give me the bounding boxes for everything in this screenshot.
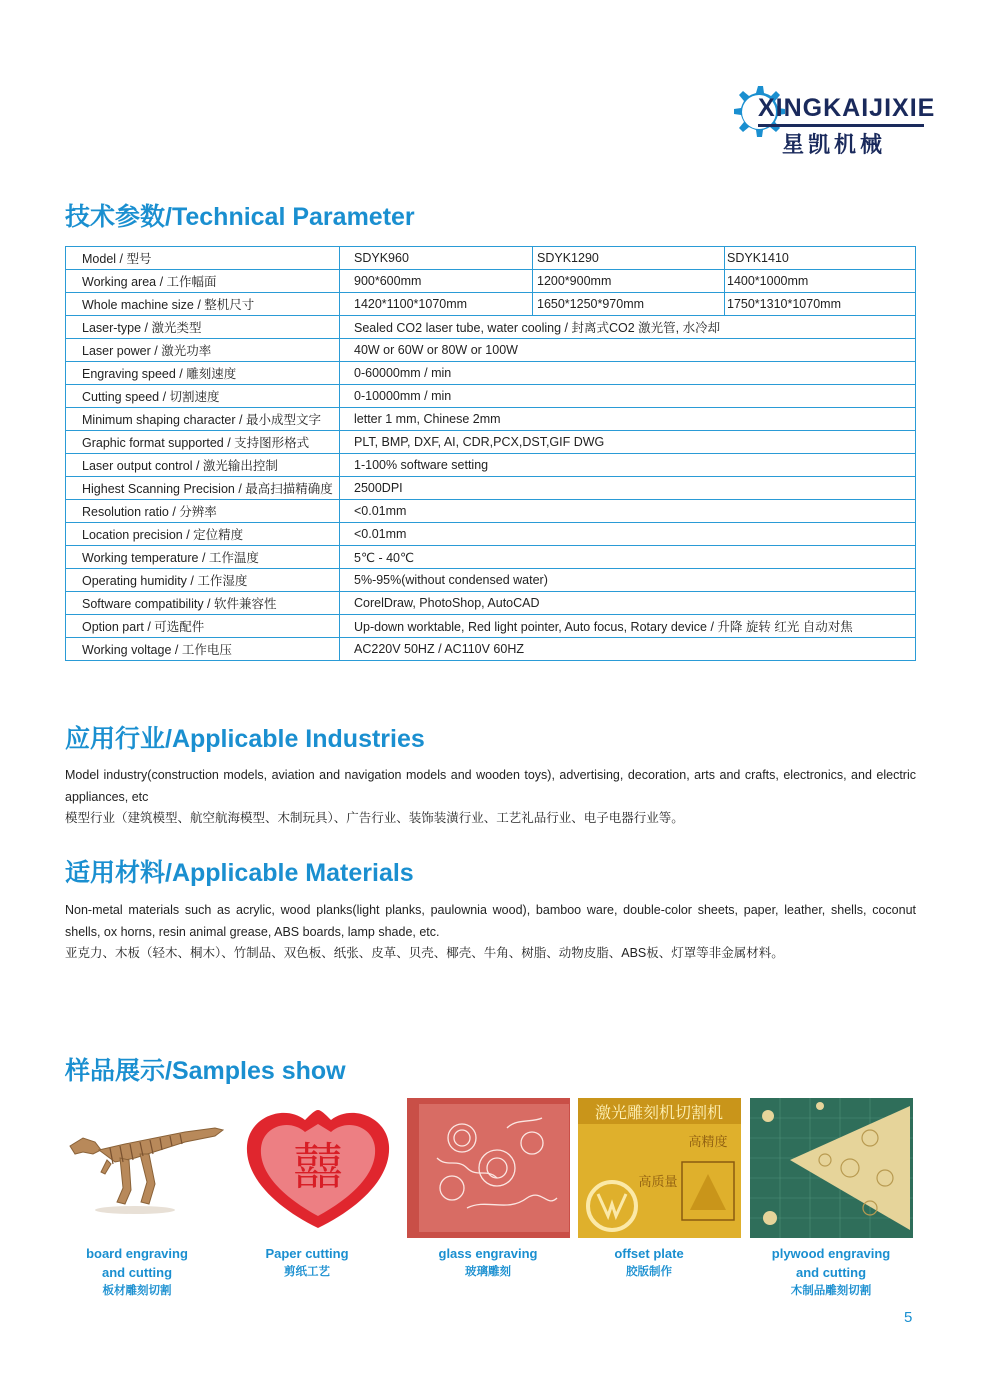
table-row (66, 362, 916, 385)
table-row (66, 615, 916, 638)
param-label: Cutting speed / 切割速度 (66, 385, 340, 408)
sample-image-glass (407, 1098, 570, 1238)
param-label: Resolution ratio / 分辨率 (66, 500, 340, 523)
caption-plywood (741, 1244, 921, 1301)
param-label: Working area / 工作幅面 (66, 270, 340, 293)
offset-plate-title: 激光雕刻机切割机 (594, 1103, 724, 1122)
param-value: <0.01mm (340, 523, 916, 546)
samples-heading: 样品展示/Samples show (65, 1057, 346, 1085)
param-value: 1650*1250*970mm (533, 293, 725, 316)
param-value: 2500DPI (340, 477, 916, 500)
param-label: Whole machine size / 整机尺寸 (66, 293, 340, 316)
caption-paper (217, 1244, 397, 1282)
dinosaur-model-image (65, 1098, 228, 1238)
caption-offset-cn: 胶版制作 (626, 1266, 672, 1278)
caption-board (47, 1244, 227, 1301)
industries-text-cn: 模型行业（建筑模型、航空航海模型、木制玩具）、广告行业、装饰装潢行业、工艺礼品行业、电子电器行业等。 (65, 811, 684, 825)
param-value: 1-100% software setting (340, 454, 916, 477)
param-value: 1750*1310*1070mm (725, 293, 916, 316)
logo-divider (758, 124, 924, 127)
param-label: Location precision / 定位精度 (66, 523, 340, 546)
param-value: 1400*1000mm (725, 270, 916, 293)
sample-image-offset (578, 1098, 741, 1238)
caption-plywood-cn: 木制品雕刻切割 (790, 1285, 872, 1297)
caption-glass-cn: 玻璃雕刻 (465, 1266, 511, 1278)
materials-heading: 适用材料/Applicable Materials (65, 859, 414, 887)
params-heading: 技术参数/Technical Parameter (65, 203, 415, 231)
offset-plate-image (578, 1098, 741, 1238)
table-row (66, 546, 916, 569)
page-number: 5 (904, 1309, 913, 1326)
table-row (66, 431, 916, 454)
param-label: Working temperature / 工作温度 (66, 546, 340, 569)
model-cell: SDYK960 (340, 247, 533, 270)
table-row (66, 477, 916, 500)
caption-board-cn: 板材雕刻切割 (102, 1285, 172, 1297)
table-row (66, 500, 916, 523)
table-row (66, 316, 916, 339)
offset-plate-text-a: 高精度 (688, 1135, 728, 1150)
param-value: letter 1 mm, Chinese 2mm (340, 408, 916, 431)
table-row (66, 592, 916, 615)
caption-plywood-en1: plywood engraving (771, 1246, 891, 1261)
param-label: Laser power / 激光功率 (66, 339, 340, 362)
param-label: Highest Scanning Precision / 最高扫描精确度 (66, 477, 340, 500)
brand-logo (722, 72, 936, 162)
param-label: Laser output control / 激光输出控制 (66, 454, 340, 477)
sample-image-paper (237, 1098, 400, 1238)
param-value: 40W or 60W or 80W or 100W (340, 339, 916, 362)
table-row-header (66, 247, 916, 270)
glass-engraving-image (407, 1098, 570, 1238)
table-row (66, 270, 916, 293)
caption-glass (398, 1244, 578, 1282)
paper-cut-char: 囍 (293, 1138, 343, 1196)
sample-image-plywood (750, 1098, 913, 1238)
paper-cut-image (237, 1098, 400, 1238)
caption-plywood-en2: and cutting (795, 1265, 867, 1280)
offset-plate-text-b: 高质量 (638, 1175, 678, 1190)
caption-board-en2: and cutting (101, 1265, 173, 1280)
parameter-table (65, 246, 916, 661)
param-label: Working voltage / 工作电压 (66, 638, 340, 661)
param-label: Graphic format supported / 支持图形格式 (66, 431, 340, 454)
table-row (66, 454, 916, 477)
param-label: Software compatibility / 软件兼容性 (66, 592, 340, 615)
caption-paper-cn: 剪纸工艺 (284, 1266, 330, 1278)
param-value: <0.01mm (340, 500, 916, 523)
logo-text-en: XINGKAIJIXIE (758, 94, 936, 122)
table-row (66, 569, 916, 592)
param-label: Option part / 可选配件 (66, 615, 340, 638)
param-label: Laser-type / 激光类型 (66, 316, 340, 339)
plywood-engraving-image (750, 1098, 913, 1238)
sample-image-board (65, 1098, 228, 1238)
industries-heading: 应用行业/Applicable Industries (65, 725, 425, 753)
caption-paper-en: Paper cutting (265, 1246, 349, 1261)
table-row (66, 339, 916, 362)
materials-text (65, 900, 916, 965)
table-row (66, 523, 916, 546)
param-value: 0-10000mm / min (340, 385, 916, 408)
param-value: PLT, BMP, DXF, AI, CDR,PCX,DST,GIF DWG (340, 431, 916, 454)
param-label: Operating humidity / 工作湿度 (66, 569, 340, 592)
param-label: Engraving speed / 雕刻速度 (66, 362, 340, 385)
caption-board-en1: board engraving (86, 1246, 188, 1261)
industries-text-en: Model industry(construction models, aviation and navigation models and wooden toys), advertising, decoration, arts and crafts, electronics, and electric appliances, etc (65, 768, 916, 804)
param-value: AC220V 50HZ / AC110V 60HZ (340, 638, 916, 661)
param-value: 1200*900mm (533, 270, 725, 293)
caption-glass-en: glass engraving (438, 1246, 538, 1261)
param-value: 1420*1100*1070mm (340, 293, 533, 316)
param-label: Model / 型号 (66, 247, 340, 270)
caption-offset-en: offset plate (614, 1246, 684, 1261)
model-cell: SDYK1290 (533, 247, 725, 270)
param-value: 0-60000mm / min (340, 362, 916, 385)
param-label: Minimum shaping character / 最小成型文字 (66, 408, 340, 431)
param-value: 900*600mm (340, 270, 533, 293)
model-cell: SDYK1410 (725, 247, 916, 270)
table-row (66, 408, 916, 431)
materials-text-en: Non-metal materials such as acrylic, wood planks(light planks, paulownia wood), bamboo ware, double-color sheets, paper, leather, shells, coconut shells, ox horns, resin animal grease, ABS boards, lamp shade, etc. (65, 903, 916, 939)
param-value: Up-down worktable, Red light pointer, Auto focus, Rotary device / 升降 旋转 红光 自动对焦 (340, 615, 916, 638)
param-value: 5%-95%(without condensed water) (340, 569, 916, 592)
caption-offset (559, 1244, 739, 1282)
table-row (66, 385, 916, 408)
table-row (66, 293, 916, 316)
materials-text-cn: 亚克力、木板（轻木、桐木）、竹制品、双色板、纸张、皮革、贝壳、椰壳、牛角、树脂、动物皮脂、ABS板、灯罩等非金属材料。 (65, 946, 784, 960)
param-value: 5℃ - 40℃ (340, 546, 916, 569)
param-value: Sealed CO2 laser tube, water cooling / 封离式CO2 激光管, 水冷却 (340, 316, 916, 339)
param-value: CorelDraw, PhotoShop, AutoCAD (340, 592, 916, 615)
table-row (66, 638, 916, 661)
industries-text (65, 765, 916, 830)
logo-text-cn: 星凯机械 (782, 132, 887, 157)
